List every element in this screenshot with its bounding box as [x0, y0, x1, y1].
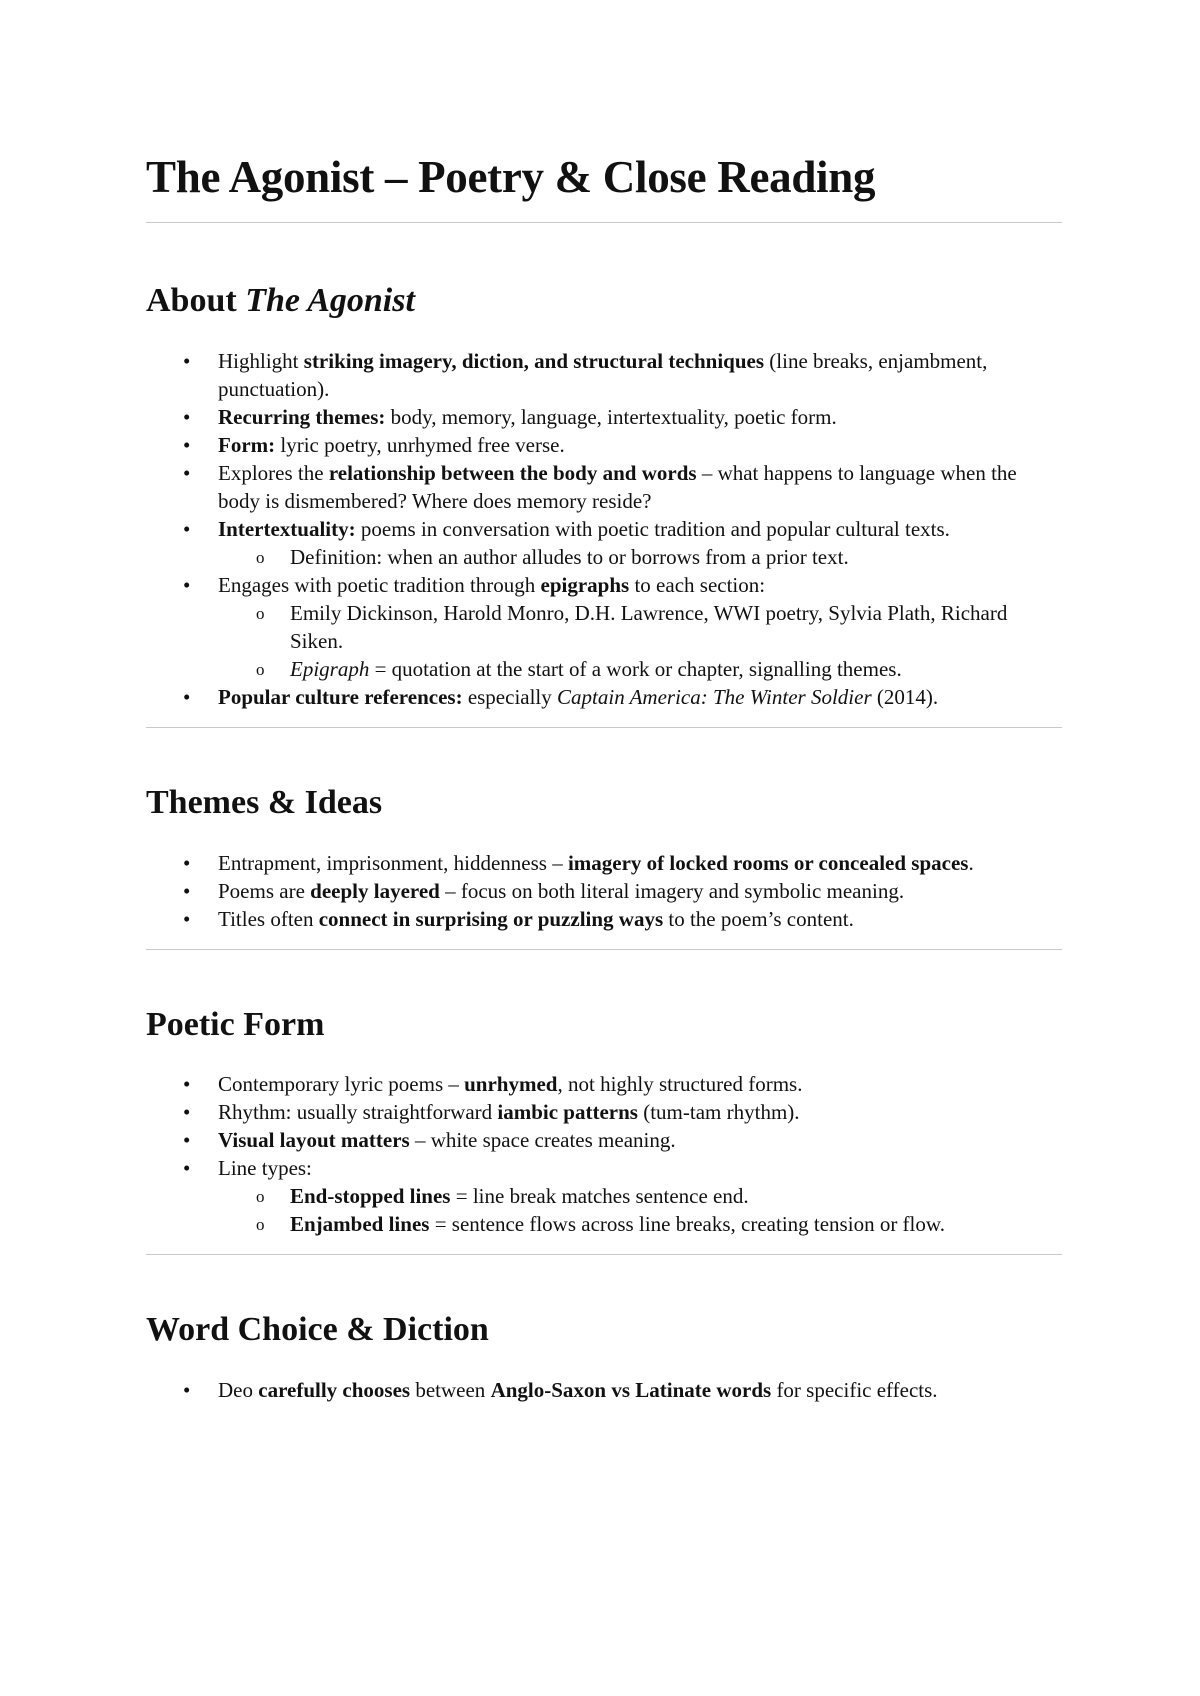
- bullet-icon: •: [183, 1072, 191, 1097]
- list-item: • Line types: o End-stopped lines = line break matches sentence end. o Enjambed lines = sentence flows across line breaks, creating tension or flow.: [146, 1154, 1062, 1238]
- sub-bullet-icon: o: [256, 1215, 265, 1235]
- sub-bullet-icon: o: [256, 659, 265, 679]
- list-item: • Deo carefully chooses between Anglo-Saxon vs Latinate words for specific effects.: [183, 1378, 938, 1403]
- list-item: • Explores the relationship between the body and words – what happens to language when the body is dismembered? Where does memory reside?: [183, 460, 1017, 513]
- section-heading-about: [146, 281, 1062, 322]
- bullet-icon: •: [183, 684, 191, 709]
- bullet-icon: •: [183, 1100, 191, 1125]
- bullet-icon: •: [183, 906, 191, 931]
- sub-list: [218, 1182, 1062, 1238]
- section-heading-diction: Word Choice & Diction: [146, 1311, 489, 1349]
- document-page: [146, 130, 1062, 1404]
- list-item: • Recurring themes: body, memory, language, intertextuality, poetic form.: [183, 404, 837, 429]
- sub-list-item: o End-stopped lines = line break matches sentence end.: [218, 1182, 1062, 1210]
- section-divider: [146, 949, 1062, 950]
- bullet-icon: •: [183, 572, 191, 597]
- list-item: • Popular culture references: especially Captain America: The Winter Soldier (2014).: [183, 684, 939, 709]
- section-themes: [146, 783, 1062, 950]
- section-divider: [146, 727, 1062, 728]
- bullet-icon: •: [183, 1156, 191, 1181]
- list-item: • Intertextuality: poems in conversation with poetic tradition and popular cultural texts. o Definition: when an author alludes to or borrows from a prior text.: [146, 515, 1062, 571]
- about-list: [146, 347, 1062, 711]
- bullet-icon: •: [183, 348, 191, 373]
- bullet-icon: •: [183, 878, 191, 903]
- sub-list-item: o Enjambed lines = sentence flows across line breaks, creating tension or flow.: [218, 1210, 1062, 1238]
- section-about: [146, 281, 1062, 728]
- section-divider: [146, 1254, 1062, 1255]
- sub-list-item: o Emily Dickinson, Harold Monro, D.H. Lawrence, WWI poetry, Sylvia Plath, Richard Siken.: [256, 600, 1008, 653]
- sub-list-item: o Definition: when an author alludes to or borrows from a prior text.: [218, 543, 1062, 571]
- bullet-icon: •: [183, 516, 191, 541]
- sub-bullet-icon: o: [256, 547, 265, 567]
- form-list: [146, 1070, 1062, 1238]
- page-title: The Agonist – Poetry & Close Reading: [146, 152, 876, 202]
- bullet-icon: •: [183, 460, 191, 485]
- sub-list: [218, 599, 1062, 683]
- sub-list-item: o Epigraph = quotation at the start of a work or chapter, signalling themes.: [218, 655, 1062, 683]
- list-item: • Entrapment, imprisonment, hiddenness – imagery of locked rooms or concealed spaces.: [183, 850, 974, 875]
- section-form: [146, 1005, 1062, 1256]
- list-item: • Contemporary lyric poems – unrhymed, not highly structured forms.: [183, 1072, 803, 1097]
- section-heading-themes: Themes & Ideas: [146, 783, 383, 821]
- section-heading-form: Poetic Form: [146, 1005, 325, 1043]
- bullet-icon: •: [183, 850, 191, 875]
- list-item: • Poems are deeply layered – focus on both literal imagery and symbolic meaning.: [183, 878, 905, 903]
- title-divider: [146, 222, 1062, 223]
- bullet-icon: •: [183, 432, 191, 457]
- diction-list: [146, 1376, 1062, 1404]
- list-item: • Titles often connect in surprising or puzzling ways to the poem’s content.: [183, 906, 854, 931]
- list-item: • Visual layout matters – white space creates meaning.: [183, 1128, 676, 1153]
- list-item: • Engages with poetic tradition through epigraphs to each section: o Emily Dickinson, Harold Monro, D.H. Lawrence, WWI poetry, Sylvia Plath, Richard Siken. o Epigraph = quotation at the start of a work or chapter, signalling themes.: [146, 571, 1062, 683]
- bullet-icon: •: [183, 1128, 191, 1153]
- themes-list: [146, 849, 1062, 933]
- sub-bullet-icon: o: [256, 1187, 265, 1207]
- heading-book-title: The Agonist: [245, 282, 415, 319]
- sub-list: [218, 543, 1062, 571]
- section-diction: [146, 1310, 1062, 1404]
- list-item: • Rhythm: usually straightforward iambic patterns (tum-tam rhythm).: [183, 1100, 800, 1125]
- list-item: • Highlight striking imagery, diction, and structural techniques (line breaks, enjambment, punctuation).: [183, 348, 988, 401]
- list-item: • Form: lyric poetry, unrhymed free verse.: [183, 432, 565, 457]
- heading-prefix: About: [146, 282, 246, 319]
- bullet-icon: •: [183, 1378, 191, 1403]
- sub-bullet-icon: o: [256, 603, 265, 623]
- bullet-icon: •: [183, 404, 191, 429]
